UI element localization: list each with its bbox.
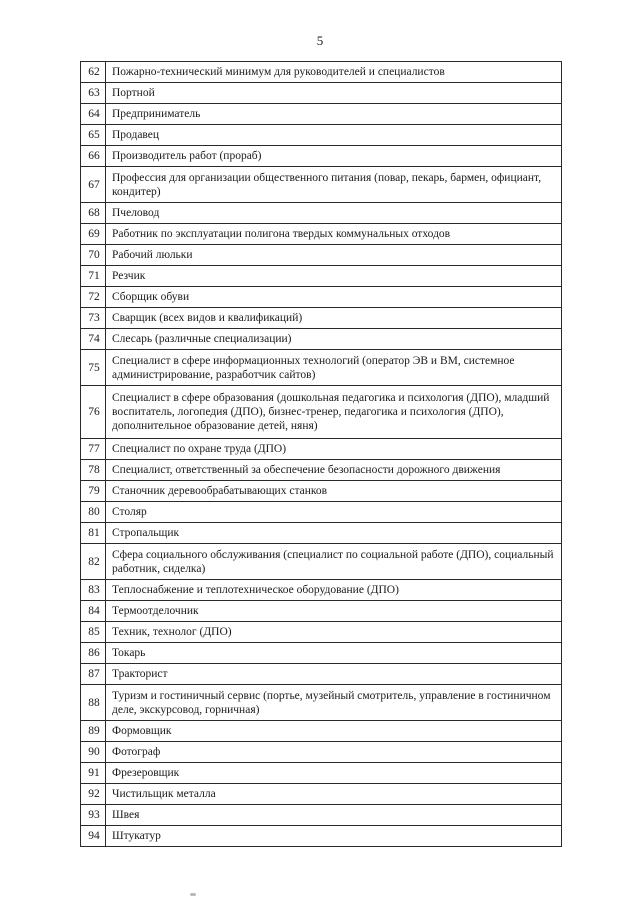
table-row <box>81 580 562 601</box>
row-number: 82 <box>81 544 106 580</box>
table-row <box>81 329 562 350</box>
table-row <box>81 83 562 104</box>
row-number: 80 <box>81 502 106 523</box>
row-number: 62 <box>81 62 106 83</box>
profession-table <box>80 61 562 847</box>
table-row <box>81 125 562 146</box>
row-profession: Работник по эксплуатации полигона твердых коммунальных отходов <box>106 224 562 245</box>
table-row <box>81 664 562 685</box>
table-row <box>81 523 562 544</box>
table-row <box>81 245 562 266</box>
table-row <box>81 721 562 742</box>
row-profession: Чистильщик металла <box>106 784 562 805</box>
row-profession: Теплоснабжение и теплотехническое оборудование (ДПО) <box>106 580 562 601</box>
row-number: 68 <box>81 203 106 224</box>
row-number: 84 <box>81 601 106 622</box>
profession-table-body <box>81 62 562 847</box>
table-row <box>81 62 562 83</box>
row-number: 90 <box>81 742 106 763</box>
row-profession: Штукатур <box>106 826 562 847</box>
row-number: 77 <box>81 439 106 460</box>
row-number: 69 <box>81 224 106 245</box>
page-number: 5 <box>316 33 324 48</box>
row-profession: Специалист в сфере информационных технологий (оператор ЭВ и ВМ, системное администрирование, разработчик сайтов) <box>106 350 562 386</box>
row-number: 67 <box>81 167 106 203</box>
row-number: 85 <box>81 622 106 643</box>
row-profession: Производитель работ (прораб) <box>106 146 562 167</box>
row-number: 94 <box>81 826 106 847</box>
row-number: 87 <box>81 664 106 685</box>
table-row <box>81 481 562 502</box>
table-row <box>81 763 562 784</box>
table-row <box>81 203 562 224</box>
row-profession: Швея <box>106 805 562 826</box>
row-profession: Сборщик обуви <box>106 287 562 308</box>
table-row <box>81 622 562 643</box>
row-number: 76 <box>81 386 106 439</box>
table-row <box>81 502 562 523</box>
table-row <box>81 544 562 580</box>
row-number: 83 <box>81 580 106 601</box>
row-profession: Формовщик <box>106 721 562 742</box>
row-profession: Сфера социального обслуживания (специалист по социальной работе (ДПО), социальный работник, сиделка) <box>106 544 562 580</box>
row-number: 65 <box>81 125 106 146</box>
row-number: 63 <box>81 83 106 104</box>
table-row <box>81 742 562 763</box>
row-profession: Специалист, ответственный за обеспечение безопасности дорожного движения <box>106 460 562 481</box>
table-row <box>81 805 562 826</box>
row-profession: Продавец <box>106 125 562 146</box>
row-number: 70 <box>81 245 106 266</box>
row-profession: Специалист по охране труда (ДПО) <box>106 439 562 460</box>
table-row <box>81 685 562 721</box>
row-number: 86 <box>81 643 106 664</box>
row-number: 89 <box>81 721 106 742</box>
row-number: 79 <box>81 481 106 502</box>
row-number: 74 <box>81 329 106 350</box>
row-profession: Столяр <box>106 502 562 523</box>
table-row <box>81 287 562 308</box>
row-profession: Фотограф <box>106 742 562 763</box>
table-row <box>81 104 562 125</box>
row-profession: Пожарно-технический минимум для руководителей и специалистов <box>106 62 562 83</box>
table-row <box>81 266 562 287</box>
table-row <box>81 439 562 460</box>
table-row <box>81 826 562 847</box>
table-row <box>81 601 562 622</box>
table-row <box>81 146 562 167</box>
row-profession: Станочник деревообрабатывающих станков <box>106 481 562 502</box>
table-row <box>81 386 562 439</box>
row-profession: Рабочий люльки <box>106 245 562 266</box>
table-row <box>81 643 562 664</box>
row-profession: Фрезеровщик <box>106 763 562 784</box>
row-profession: Термоотделочник <box>106 601 562 622</box>
row-number: 88 <box>81 685 106 721</box>
row-profession: Техник, технолог (ДПО) <box>106 622 562 643</box>
scan-artifact <box>190 893 196 896</box>
row-number: 66 <box>81 146 106 167</box>
row-number: 91 <box>81 763 106 784</box>
row-profession: Резчик <box>106 266 562 287</box>
row-profession: Токарь <box>106 643 562 664</box>
row-profession: Стропальщик <box>106 523 562 544</box>
row-profession: Портной <box>106 83 562 104</box>
table-row <box>81 784 562 805</box>
row-profession: Слесарь (различные специализации) <box>106 329 562 350</box>
row-profession: Туризм и гостиничный сервис (портье, музейный смотритель, управление в гостиничном деле, экскурсовод, горничная) <box>106 685 562 721</box>
row-profession: Пчеловод <box>106 203 562 224</box>
table-row <box>81 460 562 481</box>
row-number: 81 <box>81 523 106 544</box>
row-profession: Предприниматель <box>106 104 562 125</box>
row-profession: Специалист в сфере образования (дошкольная педагогика и психология (ДПО), младший воспитатель, логопедия (ДПО), бизнес-тренер, педагогика и психология (ДПО), дополнительное образование детей, няня) <box>106 386 562 439</box>
row-number: 78 <box>81 460 106 481</box>
row-number: 92 <box>81 784 106 805</box>
row-profession: Сварщик (всех видов и квалификаций) <box>106 308 562 329</box>
table-row <box>81 308 562 329</box>
row-number: 73 <box>81 308 106 329</box>
row-number: 71 <box>81 266 106 287</box>
row-number: 75 <box>81 350 106 386</box>
row-profession: Профессия для организации общественного питания (повар, пекарь, бармен, официант, кондитер) <box>106 167 562 203</box>
row-number: 93 <box>81 805 106 826</box>
row-number: 64 <box>81 104 106 125</box>
table-row <box>81 224 562 245</box>
table-row <box>81 167 562 203</box>
row-number: 72 <box>81 287 106 308</box>
row-profession: Тракторист <box>106 664 562 685</box>
table-row <box>81 350 562 386</box>
